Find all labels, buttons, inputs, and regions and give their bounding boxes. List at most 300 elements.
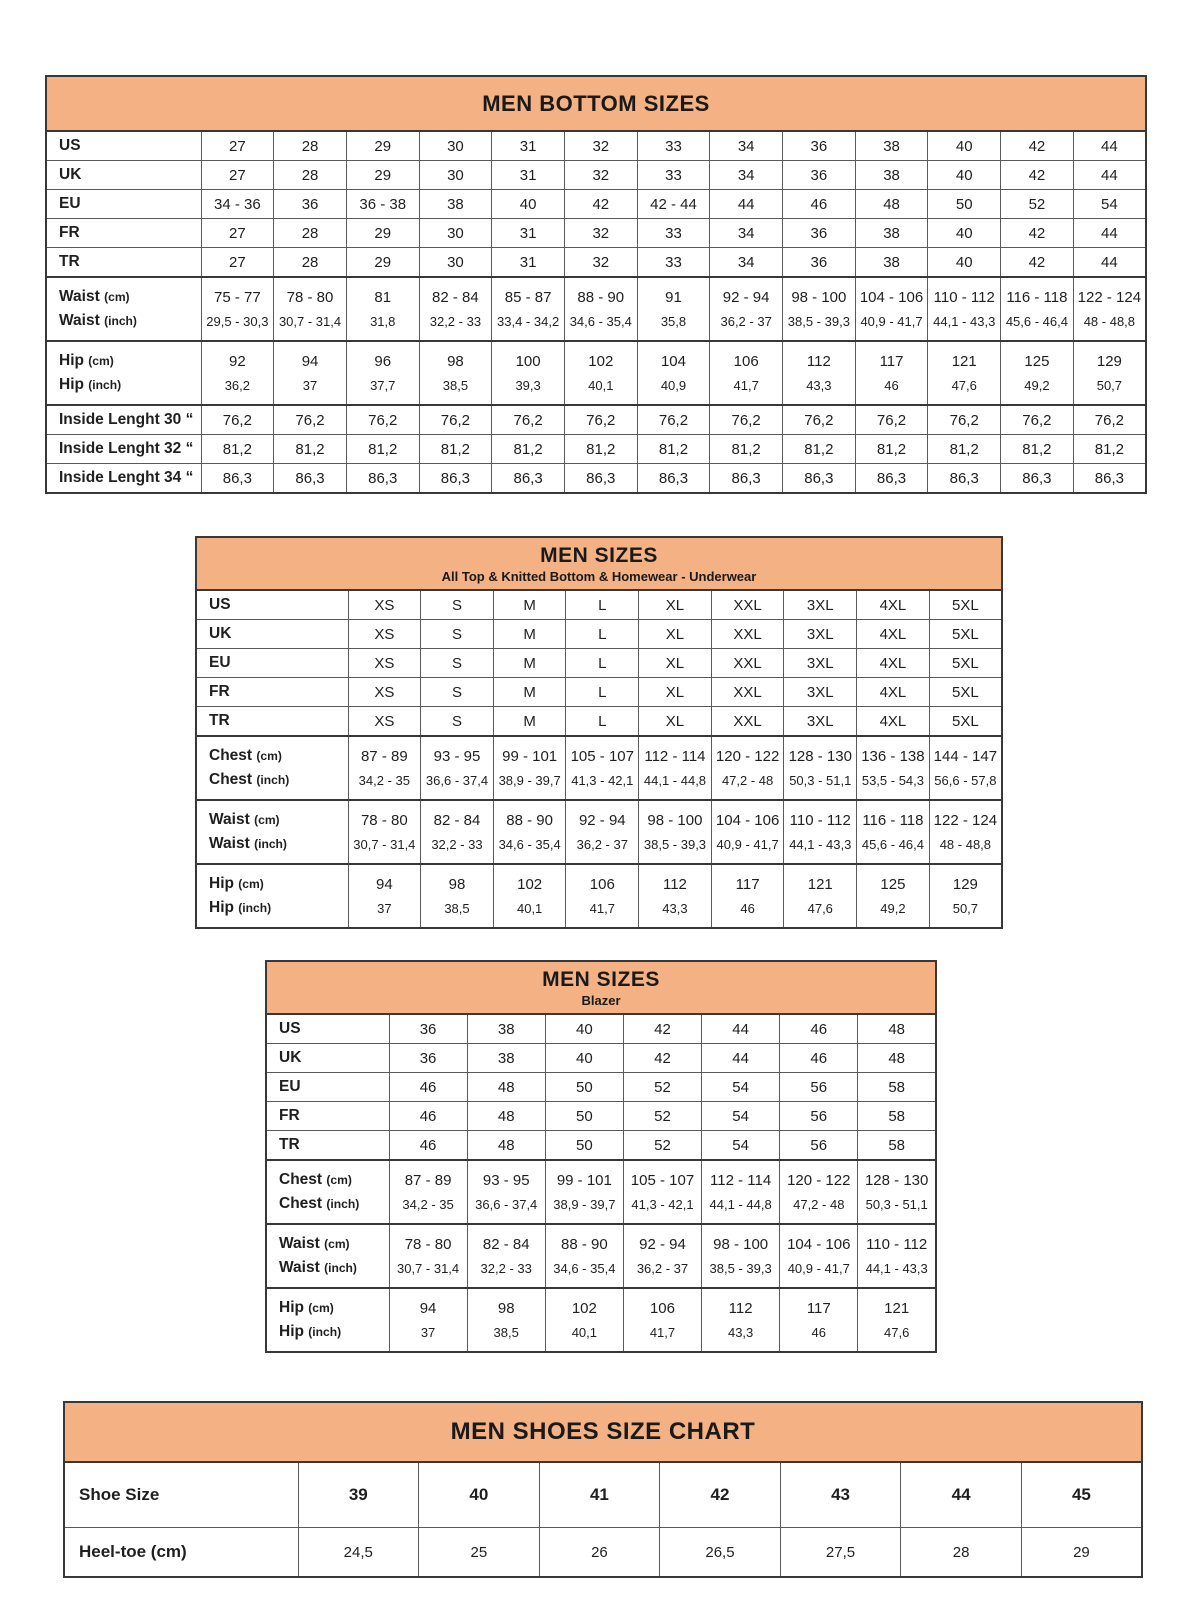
table-cell: 36,2 - 37 [710,309,783,341]
row-label-text: Hip [209,899,234,916]
row-label-text: Chest [279,1171,323,1188]
row-label-text: EU [279,1078,301,1095]
table-cell: L [566,707,639,737]
men-top-sizes-grid [195,536,1003,929]
men-blazer-sizes-grid [265,960,937,1353]
row-label [46,248,201,278]
men-shoes-size-table [63,1401,1200,1578]
row-label [196,832,348,864]
table-cell: 81,2 [1073,435,1146,464]
table-cell: 38,9 - 39,7 [545,1192,623,1224]
table-cell: 87 - 89 [348,736,421,768]
table-cell: 76,2 [1073,405,1146,435]
row-label [266,1044,389,1073]
table-cell: 92 - 94 [710,277,783,309]
table-cell: 4XL [857,678,930,707]
table-cell: 48 [855,190,928,219]
row-label-unit: (cm) [308,1301,334,1315]
table-cell: 112 [702,1288,780,1320]
table-cell: 86,3 [201,464,274,494]
table-cell: 3XL [784,590,857,620]
table-row [196,864,1002,896]
row-label-text: UK [209,625,232,642]
table-cell: 5XL [929,649,1002,678]
table-cell: 25 [419,1528,540,1578]
table-row [46,131,1146,161]
table-cell: 81,2 [564,435,637,464]
row-label [46,277,201,309]
table-cell: 56,6 - 57,8 [929,768,1002,800]
row-label-text: TR [59,253,80,270]
table-row [46,405,1146,435]
table-cell: 92 - 94 [566,800,639,832]
table-cell: 38,5 [467,1320,545,1352]
table-cell: 3XL [784,620,857,649]
table-row [266,1192,936,1224]
table-cell: 40,1 [564,373,637,405]
table-cell: 76,2 [783,405,856,435]
table-cell: M [493,678,566,707]
men-bottom-sizes-table [45,75,1200,494]
table-cell: 50 [928,190,1001,219]
table-cell: 36,2 - 37 [566,832,639,864]
table-cell: 81,2 [274,435,347,464]
row-label [46,464,201,494]
row-label [266,1192,389,1224]
row-label [46,341,201,373]
row-label [46,309,201,341]
table-cell: 42 [623,1044,701,1073]
table-cell: 32,2 - 33 [421,832,494,864]
row-label [266,1160,389,1192]
table-cell: 129 [929,864,1002,896]
row-label [46,161,201,190]
table-cell: 78 - 80 [389,1224,467,1256]
table-cell: 36 [783,219,856,248]
table-cell: 110 - 112 [858,1224,936,1256]
table-cell: 48 - 48,8 [929,832,1002,864]
table-cell: 117 [711,864,784,896]
row-label [196,590,348,620]
table-cell: 46 [780,1044,858,1073]
table-cell: 39,3 [492,373,565,405]
table-cell: S [421,620,494,649]
table-cell: 44,1 - 43,3 [928,309,1001,341]
table-cell: 44 [1073,248,1146,278]
row-label-unit: (inch) [254,837,287,851]
table-cell: 3XL [784,649,857,678]
row-label-text: UK [279,1049,302,1066]
table-cell: 122 - 124 [929,800,1002,832]
row-label-unit: (inch) [104,314,137,328]
table-cell: L [566,649,639,678]
table-header-row [196,537,1002,590]
table-cell: 81,2 [201,435,274,464]
men-top-sizes-table [195,536,1200,929]
table-cell: 40 [419,1462,540,1528]
table-cell: 30 [419,131,492,161]
table-cell: 44,1 - 43,3 [858,1256,936,1288]
row-label-unit: (inch) [326,1197,360,1211]
row-label-text: Waist [59,312,100,329]
table-cell: 46 [389,1102,467,1131]
row-label [266,1102,389,1131]
table-cell: 32 [564,161,637,190]
row-label-text: Waist [209,811,250,828]
table-cell: 50,3 - 51,1 [858,1192,936,1224]
table-cell: 38 [419,190,492,219]
table-cell: 5XL [929,590,1002,620]
table-cell: 86,3 [1001,464,1074,494]
row-label [266,1131,389,1161]
table-cell: 32,2 - 33 [467,1256,545,1288]
table-row [46,190,1146,219]
table-cell: 29,5 - 30,3 [201,309,274,341]
table-cell: 81,2 [637,435,710,464]
table-cell: 33 [637,248,710,278]
row-label-text: US [59,137,81,154]
table-cell: 41,7 [710,373,783,405]
table-cell: 40,9 - 41,7 [780,1256,858,1288]
table-cell: 3XL [784,707,857,737]
table-cell: 34 [710,161,783,190]
table-cell: XXL [711,678,784,707]
table-cell: 58 [858,1102,936,1131]
table-subtitle: All Top & Knitted Bottom & Homewear - Underwear [441,569,757,584]
table-cell: 47,6 [858,1320,936,1352]
table-cell: 40,1 [545,1320,623,1352]
table-cell: 128 - 130 [784,736,857,768]
table-cell: 44 [710,190,783,219]
table-cell: 38,5 [421,896,494,928]
table-header [196,537,1002,590]
table-cell: 81,2 [1001,435,1074,464]
table-cell: 104 - 106 [780,1224,858,1256]
table-cell: 45 [1021,1462,1142,1528]
table-cell: 96 [346,341,419,373]
table-cell: 78 - 80 [274,277,347,309]
table-cell: 36,2 [201,373,274,405]
table-cell: 36 [274,190,347,219]
table-cell: 40 [492,190,565,219]
table-cell: 58 [858,1131,936,1161]
table-cell: 112 [783,341,856,373]
row-label-unit: (cm) [256,749,282,763]
table-cell: 44 [702,1014,780,1044]
table-cell: 36 [389,1014,467,1044]
men-bottom-sizes-grid [45,75,1147,494]
table-subtitle: Blazer [581,993,621,1008]
table-cell: M [493,590,566,620]
table-cell: 86,3 [855,464,928,494]
row-label [266,1224,389,1256]
table-row [266,1320,936,1352]
table-row [196,768,1002,800]
table-cell: 26,5 [660,1528,781,1578]
row-label [46,373,201,405]
table-cell: XS [348,707,421,737]
table-cell: 38,9 - 39,7 [493,768,566,800]
row-label-unit: (cm) [254,813,280,827]
table-cell: 5XL [929,678,1002,707]
table-cell: 86,3 [637,464,710,494]
row-label-unit: (inch) [256,773,290,787]
table-cell: 56 [780,1073,858,1102]
table-cell: 43,3 [783,373,856,405]
table-title: MEN SIZES [540,544,658,567]
table-cell: 36,6 - 37,4 [421,768,494,800]
table-cell: L [566,678,639,707]
table-cell: 29 [346,131,419,161]
table-cell: 54 [702,1073,780,1102]
table-cell: 33,4 - 34,2 [492,309,565,341]
row-label-unit: (cm) [326,1173,352,1187]
row-label [196,800,348,832]
table-cell: 48 [467,1073,545,1102]
table-cell: 46 [389,1073,467,1102]
row-label-text: EU [209,654,231,671]
table-cell: 86,3 [274,464,347,494]
table-cell: XL [639,590,712,620]
table-cell: 38 [467,1014,545,1044]
row-label-text: Waist [209,835,250,852]
table-cell: 33 [637,219,710,248]
table-row [64,1462,1142,1528]
row-label [266,1014,389,1044]
table-cell: XXL [711,590,784,620]
table-cell: S [421,707,494,737]
table-cell: 4XL [857,707,930,737]
table-cell: M [493,620,566,649]
table-cell: 110 - 112 [928,277,1001,309]
table-cell: 50,7 [1073,373,1146,405]
table-cell: 41,3 - 42,1 [566,768,639,800]
table-cell: XXL [711,620,784,649]
table-cell: 40,9 - 41,7 [855,309,928,341]
table-row [266,1131,936,1161]
table-cell: 81 [346,277,419,309]
table-cell: 93 - 95 [467,1160,545,1192]
table-cell: 50,3 - 51,1 [784,768,857,800]
table-cell: 30 [419,219,492,248]
table-title: MEN SHOES SIZE CHART [450,1418,756,1445]
row-label [196,864,348,896]
table-cell: 86,3 [1073,464,1146,494]
row-label [266,1073,389,1102]
table-cell: 41 [539,1462,660,1528]
table-cell: 48 [467,1102,545,1131]
table-cell: 50 [545,1131,623,1161]
table-cell: 81,2 [928,435,1001,464]
row-label-unit: (inch) [88,378,122,392]
table-cell: 76,2 [564,405,637,435]
table-cell: 3XL [784,678,857,707]
table-cell: 38,5 [419,373,492,405]
table-cell: 39 [298,1462,419,1528]
table-row [64,1528,1142,1578]
row-label-unit: (inch) [308,1325,342,1339]
table-header [64,1402,1142,1462]
table-cell: 47,2 - 48 [711,768,784,800]
table-cell: 32 [564,131,637,161]
table-cell: 27 [201,161,274,190]
table-cell: 46 [711,896,784,928]
table-row [196,649,1002,678]
table-cell: 94 [389,1288,467,1320]
table-cell: 43 [780,1462,901,1528]
table-header-row [46,76,1146,131]
table-header [266,961,936,1014]
table-cell: 81,2 [346,435,419,464]
men-blazer-sizes-table [265,960,1200,1353]
table-cell: 36 [783,248,856,278]
table-cell: 30,7 - 31,4 [348,832,421,864]
table-cell: 58 [858,1073,936,1102]
row-label-text: Heel-toe (cm) [79,1542,187,1561]
table-cell: 104 [637,341,710,373]
table-cell: XS [348,620,421,649]
table-cell: 102 [493,864,566,896]
table-cell: 81,2 [710,435,783,464]
table-cell: 98 [421,864,494,896]
row-label-text: Inside Lenght 32 “ [59,440,194,457]
table-cell: 54 [702,1131,780,1161]
table-cell: 122 - 124 [1073,277,1146,309]
table-cell: 98 - 100 [702,1224,780,1256]
table-cell: 46 [855,373,928,405]
table-cell: M [493,649,566,678]
table-cell: 76,2 [274,405,347,435]
table-cell: 41,7 [623,1320,701,1352]
table-cell: 47,6 [928,373,1001,405]
table-cell: 28 [274,219,347,248]
table-cell: 34 [710,219,783,248]
table-cell: 34 [710,131,783,161]
row-label [196,649,348,678]
table-cell: 38,5 - 39,3 [702,1256,780,1288]
table-cell: 38 [855,219,928,248]
row-label [266,1256,389,1288]
row-label [196,620,348,649]
table-cell: 116 - 118 [1001,277,1074,309]
table-cell: XL [639,707,712,737]
table-cell: XS [348,649,421,678]
table-cell: 86,3 [710,464,783,494]
table-cell: 82 - 84 [421,800,494,832]
row-label-text: Hip [59,352,84,369]
table-cell: 91 [637,277,710,309]
table-cell: 81,2 [419,435,492,464]
row-label [46,190,201,219]
table-row [46,309,1146,341]
table-cell: 45,6 - 46,4 [1001,309,1074,341]
table-cell: 86,3 [928,464,1001,494]
table-row [266,1288,936,1320]
table-cell: 34,6 - 35,4 [493,832,566,864]
table-cell: 76,2 [855,405,928,435]
table-cell: 48 [467,1131,545,1161]
table-cell: 40 [928,248,1001,278]
row-label-text: US [209,596,231,613]
table-header [46,76,1146,131]
table-cell: 82 - 84 [419,277,492,309]
table-cell: 37,7 [346,373,419,405]
table-cell: 76,2 [492,405,565,435]
row-label [46,219,201,248]
table-cell: 75 - 77 [201,277,274,309]
table-cell: 86,3 [783,464,856,494]
table-cell: 116 - 118 [857,800,930,832]
table-cell: 52 [623,1131,701,1161]
table-cell: 81,2 [855,435,928,464]
table-cell: 27 [201,131,274,161]
row-label-text: Hip [279,1323,304,1340]
table-cell: 50,7 [929,896,1002,928]
table-cell: 76,2 [201,405,274,435]
table-cell: 100 [492,341,565,373]
table-cell: 41,7 [566,896,639,928]
table-cell: 42 [1001,161,1074,190]
table-cell: 93 - 95 [421,736,494,768]
table-cell: 36 [783,131,856,161]
table-row [266,1014,936,1044]
table-cell: 144 - 147 [929,736,1002,768]
row-label-text: EU [59,195,81,212]
table-cell: 81,2 [492,435,565,464]
table-cell: 56 [780,1102,858,1131]
table-cell: 32 [564,219,637,248]
table-cell: 5XL [929,707,1002,737]
table-cell: 40,9 [637,373,710,405]
table-cell: 105 - 107 [566,736,639,768]
table-cell: 117 [780,1288,858,1320]
table-cell: 46 [780,1014,858,1044]
table-cell: 112 - 114 [702,1160,780,1192]
table-cell: 85 - 87 [492,277,565,309]
table-cell: 38 [855,248,928,278]
table-cell: 125 [857,864,930,896]
row-label-text: Hip [279,1299,304,1316]
table-cell: 40,1 [493,896,566,928]
table-cell: 120 - 122 [711,736,784,768]
row-label-text: Inside Lenght 34 “ [59,469,194,486]
table-cell: 29 [346,248,419,278]
table-cell: 40 [928,161,1001,190]
table-cell: 4XL [857,620,930,649]
row-label [64,1462,298,1528]
table-cell: 125 [1001,341,1074,373]
row-label-text: FR [279,1107,300,1124]
table-cell: 42 [1001,248,1074,278]
table-row [196,736,1002,768]
row-label-unit: (cm) [104,290,130,304]
table-cell: XL [639,649,712,678]
table-cell: 44 [702,1044,780,1073]
table-cell: 43,3 [702,1320,780,1352]
table-cell: 106 [623,1288,701,1320]
table-cell: 37 [348,896,421,928]
table-cell: 26 [539,1528,660,1578]
table-cell: 94 [348,864,421,896]
table-cell: 40,9 - 41,7 [711,832,784,864]
table-header-row [64,1402,1142,1462]
table-cell: 76,2 [637,405,710,435]
row-label-text: FR [209,683,230,700]
table-cell: 102 [545,1288,623,1320]
table-row [196,800,1002,832]
table-cell: 40 [545,1014,623,1044]
row-label [266,1320,389,1352]
